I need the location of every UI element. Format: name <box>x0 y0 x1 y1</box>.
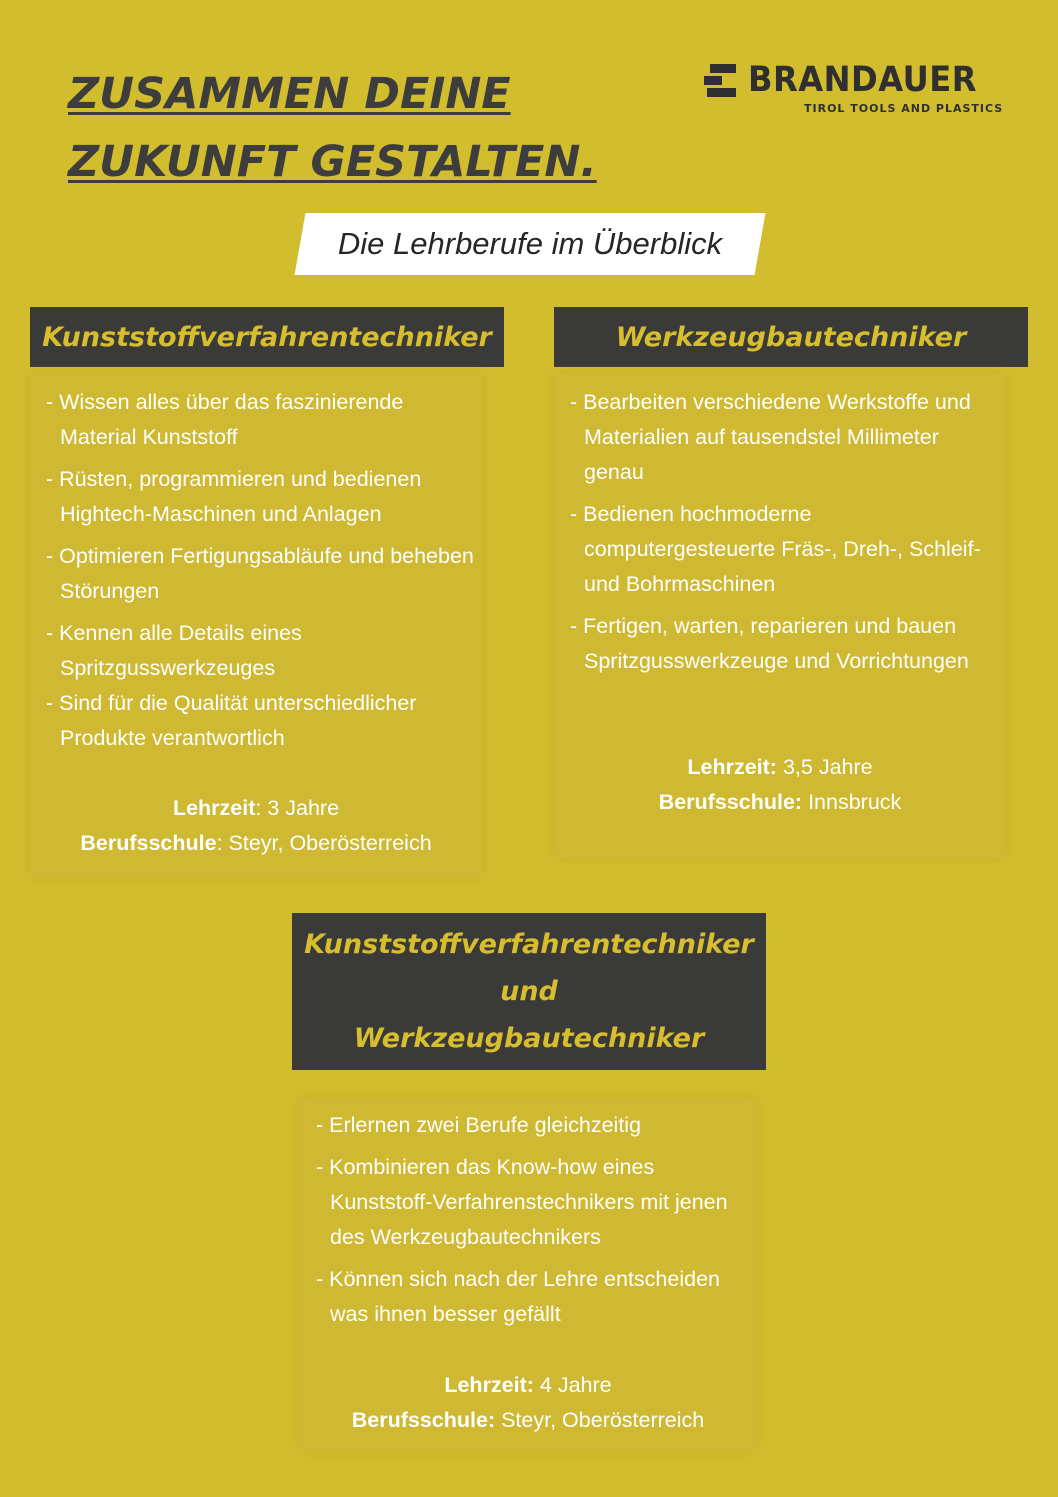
section-card-werkzeug <box>554 373 1006 858</box>
list-item: - Können sich nach der Lehre entscheiden was ihnen besser gefällt <box>316 1267 720 1326</box>
section-title-bar-combined <box>292 913 766 1070</box>
section-card-kunststoff <box>30 373 482 878</box>
section-title-line: und <box>500 976 558 1007</box>
section-title-bar-kunststoff <box>30 307 504 367</box>
school-line <box>554 785 1006 820</box>
brandauer-logo <box>704 60 1004 122</box>
duration-value: 3 Jahre <box>267 796 340 820</box>
school-label: Berufsschule: <box>658 790 803 814</box>
section-meta <box>300 1368 756 1438</box>
subtitle: Die Lehrberufe im Überblick <box>337 226 723 261</box>
headline-line-2: ZUKUNFT GESTALTEN. <box>68 137 597 187</box>
list-item: - Optimieren Fertigungsabläufe und beheben Störungen <box>46 544 474 603</box>
duration-value: 4 Jahre <box>539 1373 612 1397</box>
section-meta <box>30 791 482 861</box>
list-item: - Erlernen zwei Berufe gleichzeitig <box>316 1113 642 1137</box>
school-line: Berufsschule: Steyr, Oberösterreich <box>80 831 432 855</box>
duration-label: Lehrzeit: <box>687 755 777 779</box>
duration-value: 3,5 Jahre <box>782 755 873 779</box>
school-label: Berufsschule <box>80 831 217 855</box>
school-line <box>300 1403 756 1438</box>
school-value: Innsbruck <box>808 790 902 814</box>
section-title: Kunststoffverfahrentechniker <box>42 321 492 353</box>
list-item: - Fertigen, warten, reparieren und bauen Spritzgusswerkzeuge und Vorrichtungen <box>570 614 969 673</box>
logo-mark-icon <box>704 64 736 98</box>
section-card-combined <box>300 1098 756 1452</box>
duration-line: Lehrzeit: 3 Jahre <box>172 796 340 820</box>
headline <box>68 60 597 196</box>
school-label: Berufsschule: <box>351 1408 496 1432</box>
school-value: Steyr, Oberösterreich <box>501 1408 705 1432</box>
logo-tagline: TIROL TOOLS AND PLASTICS <box>804 102 1004 115</box>
list-item: - Bedienen hochmoderne computergesteuerte Fräs-, Dreh-, Schleif- und Bohrmaschinen <box>570 502 981 596</box>
list-item: - Wissen alles über das faszinierende Material Kunststoff <box>46 390 404 449</box>
list-item: - Sind für die Qualität unterschiedlicher Produkte verantwortlich <box>46 691 417 750</box>
logo-name: BRANDAUER <box>748 60 977 100</box>
section-title-line: Kunststoffverfahrentechniker <box>304 929 754 960</box>
section-title <box>304 921 754 1062</box>
school-value: Steyr, Oberösterreich <box>228 831 432 855</box>
duration-line <box>300 1368 756 1403</box>
list-item: - Rüsten, programmieren und bedienen Hightech-Maschinen und Anlagen <box>46 467 422 526</box>
section-title-line: Werkzeugbautechniker <box>353 1023 705 1054</box>
list-item: - Bearbeiten verschiedene Werkstoffe und Materialien auf tausendstel Millimeter genau <box>570 390 971 484</box>
item-list <box>44 385 474 763</box>
item-list <box>568 385 1000 686</box>
duration-label: Lehrzeit <box>172 796 256 820</box>
section-title-bar-werkzeug <box>554 307 1028 367</box>
duration-line <box>554 750 1006 785</box>
section-title: Werkzeugbautechniker <box>615 321 967 353</box>
section-meta <box>554 750 1006 820</box>
item-list <box>314 1108 750 1339</box>
list-item: - Kombinieren das Know-how eines Kunststoff-Verfahrenstechnikers mit jenen des Werkzeugbautechnikers <box>316 1155 728 1249</box>
list-item: - Kennen alle Details eines Spritzgusswerkzeuges <box>46 621 302 680</box>
duration-label: Lehrzeit: <box>444 1373 534 1397</box>
headline-line-1: ZUSAMMEN DEINE <box>68 69 511 119</box>
